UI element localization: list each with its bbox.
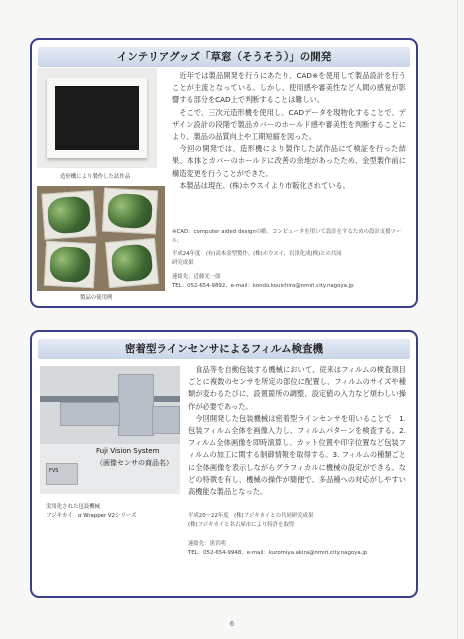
prototype-photo xyxy=(37,68,157,168)
contact-label: 連絡先：近藤光一郎 xyxy=(172,274,221,280)
project-line: (株)フジキカイと名古屋市により特許を取得 xyxy=(188,521,295,528)
picture-frame xyxy=(47,78,147,158)
usage-example-photo xyxy=(37,186,165,291)
sensor-panel-photo xyxy=(46,463,78,485)
plant-pot xyxy=(41,190,96,240)
page-number: 6 xyxy=(229,620,235,628)
product-logo: Fuji Vision System xyxy=(96,447,160,455)
frame-window xyxy=(55,86,139,150)
paragraph: 今回の開発では、造形機により製作した試作品にて検証を行った結果、本体とカバーのホールドに改善の余地があったため、金型製作前に構造変更を行うことができた。 xyxy=(172,144,406,178)
cad-footnote: ※CAD：computer aided designの略。コンピュータを用いて設計をするための設計支援ツール。 xyxy=(172,229,402,244)
prototype-caption: 造形機により製作した試作品 xyxy=(60,174,131,180)
paragraph: 本製品は現在、(株)ホウスイより市販化されている。 xyxy=(172,180,350,190)
paragraph: 近年では製品開発を行うにあたり、CAD※を使用して製品設計を行うことが主流となっている。しかし、使用感や審美性など人間の感覚が影響する部分をCAD上で判断することは難しい。 xyxy=(172,71,406,105)
paragraph: 今回開発した包装機械は密着型ラインセンサを用いることで 1. 包装フィルム全体を画像入力し、フィルムパターンを検査する。2. フィルム全体画像を即時演算し、カット位置や印字位置など包装フィルムの加工に関する制御情報を取得する。3. フィルムの種類ごとに全体画像を表示しながらグラフィカルに機械の設定ができる。などの特徴を有し、機械の操作が簡便で、多品種への対応がしやすい高機能な製品となった。 xyxy=(188,413,406,497)
project-info xyxy=(188,512,408,529)
contact-label: 連絡先：黒宮明 xyxy=(188,541,226,547)
paragraph: そこで、三次元造形機を使用し、CADデータを現物化することで、デザイン設計の段階で製品カバーのホールド感や審美性を判断することにより、製品の品質向上や工期短縮を図った。 xyxy=(172,107,406,142)
sensor-panel-label: FVS xyxy=(49,468,59,474)
usage-caption: 製品の使用例 xyxy=(80,295,113,301)
plant-pot xyxy=(102,188,158,235)
contact-tel: TEL：052-654-9948、e-mail：kuromiya.akira@nmiri.city.nagoya.jp xyxy=(188,549,368,556)
plant-pot xyxy=(44,241,96,289)
page-edge xyxy=(457,0,458,639)
project-line: 研究成果 xyxy=(172,259,194,266)
contact-info xyxy=(188,540,410,557)
control-box xyxy=(152,406,180,434)
plant-pot xyxy=(105,238,159,288)
product-logo-subtitle: （画像センサの商品名） xyxy=(96,459,173,467)
machine-housing xyxy=(118,374,154,436)
article-body xyxy=(172,70,406,192)
project-info xyxy=(172,250,404,267)
packaging-machine-photo xyxy=(40,366,180,444)
machine-caption: 実用化された包装機械 xyxy=(46,504,100,510)
contact-tel: TEL：052-654-9892、e-mail：kondo.kouichiro@nmiri.city.nagoya.jp xyxy=(172,282,354,289)
article-title: 密着型ラインセンサによるフィルム検査機 xyxy=(38,339,410,359)
project-line: 平成20～22年度 (株)フジキカイとの共同研究成果 xyxy=(188,513,314,519)
machine-base xyxy=(60,402,120,426)
article-body xyxy=(188,364,406,498)
contact-info xyxy=(172,273,408,290)
machine-caption-series: フジキカイ α Wrapper V2シリーズ xyxy=(46,513,137,519)
paragraph: 食品等を自動包装する機械において、従来はフィルムの検査項目ごとに複数のセンサを所定の部位に配置し、フィルムのサイズや種類が変わるたびに、設置箇所の調整、設定値の入力など煩わしい操作が必要であった。 xyxy=(188,365,406,411)
article-title: インテリアグッズ「草窓（そうそう）」の開発 xyxy=(38,47,410,67)
project-line: 平成24年度 (有)高木金型製作、(株)ホウスイ、岩津化成(株)との共同 xyxy=(172,251,342,257)
